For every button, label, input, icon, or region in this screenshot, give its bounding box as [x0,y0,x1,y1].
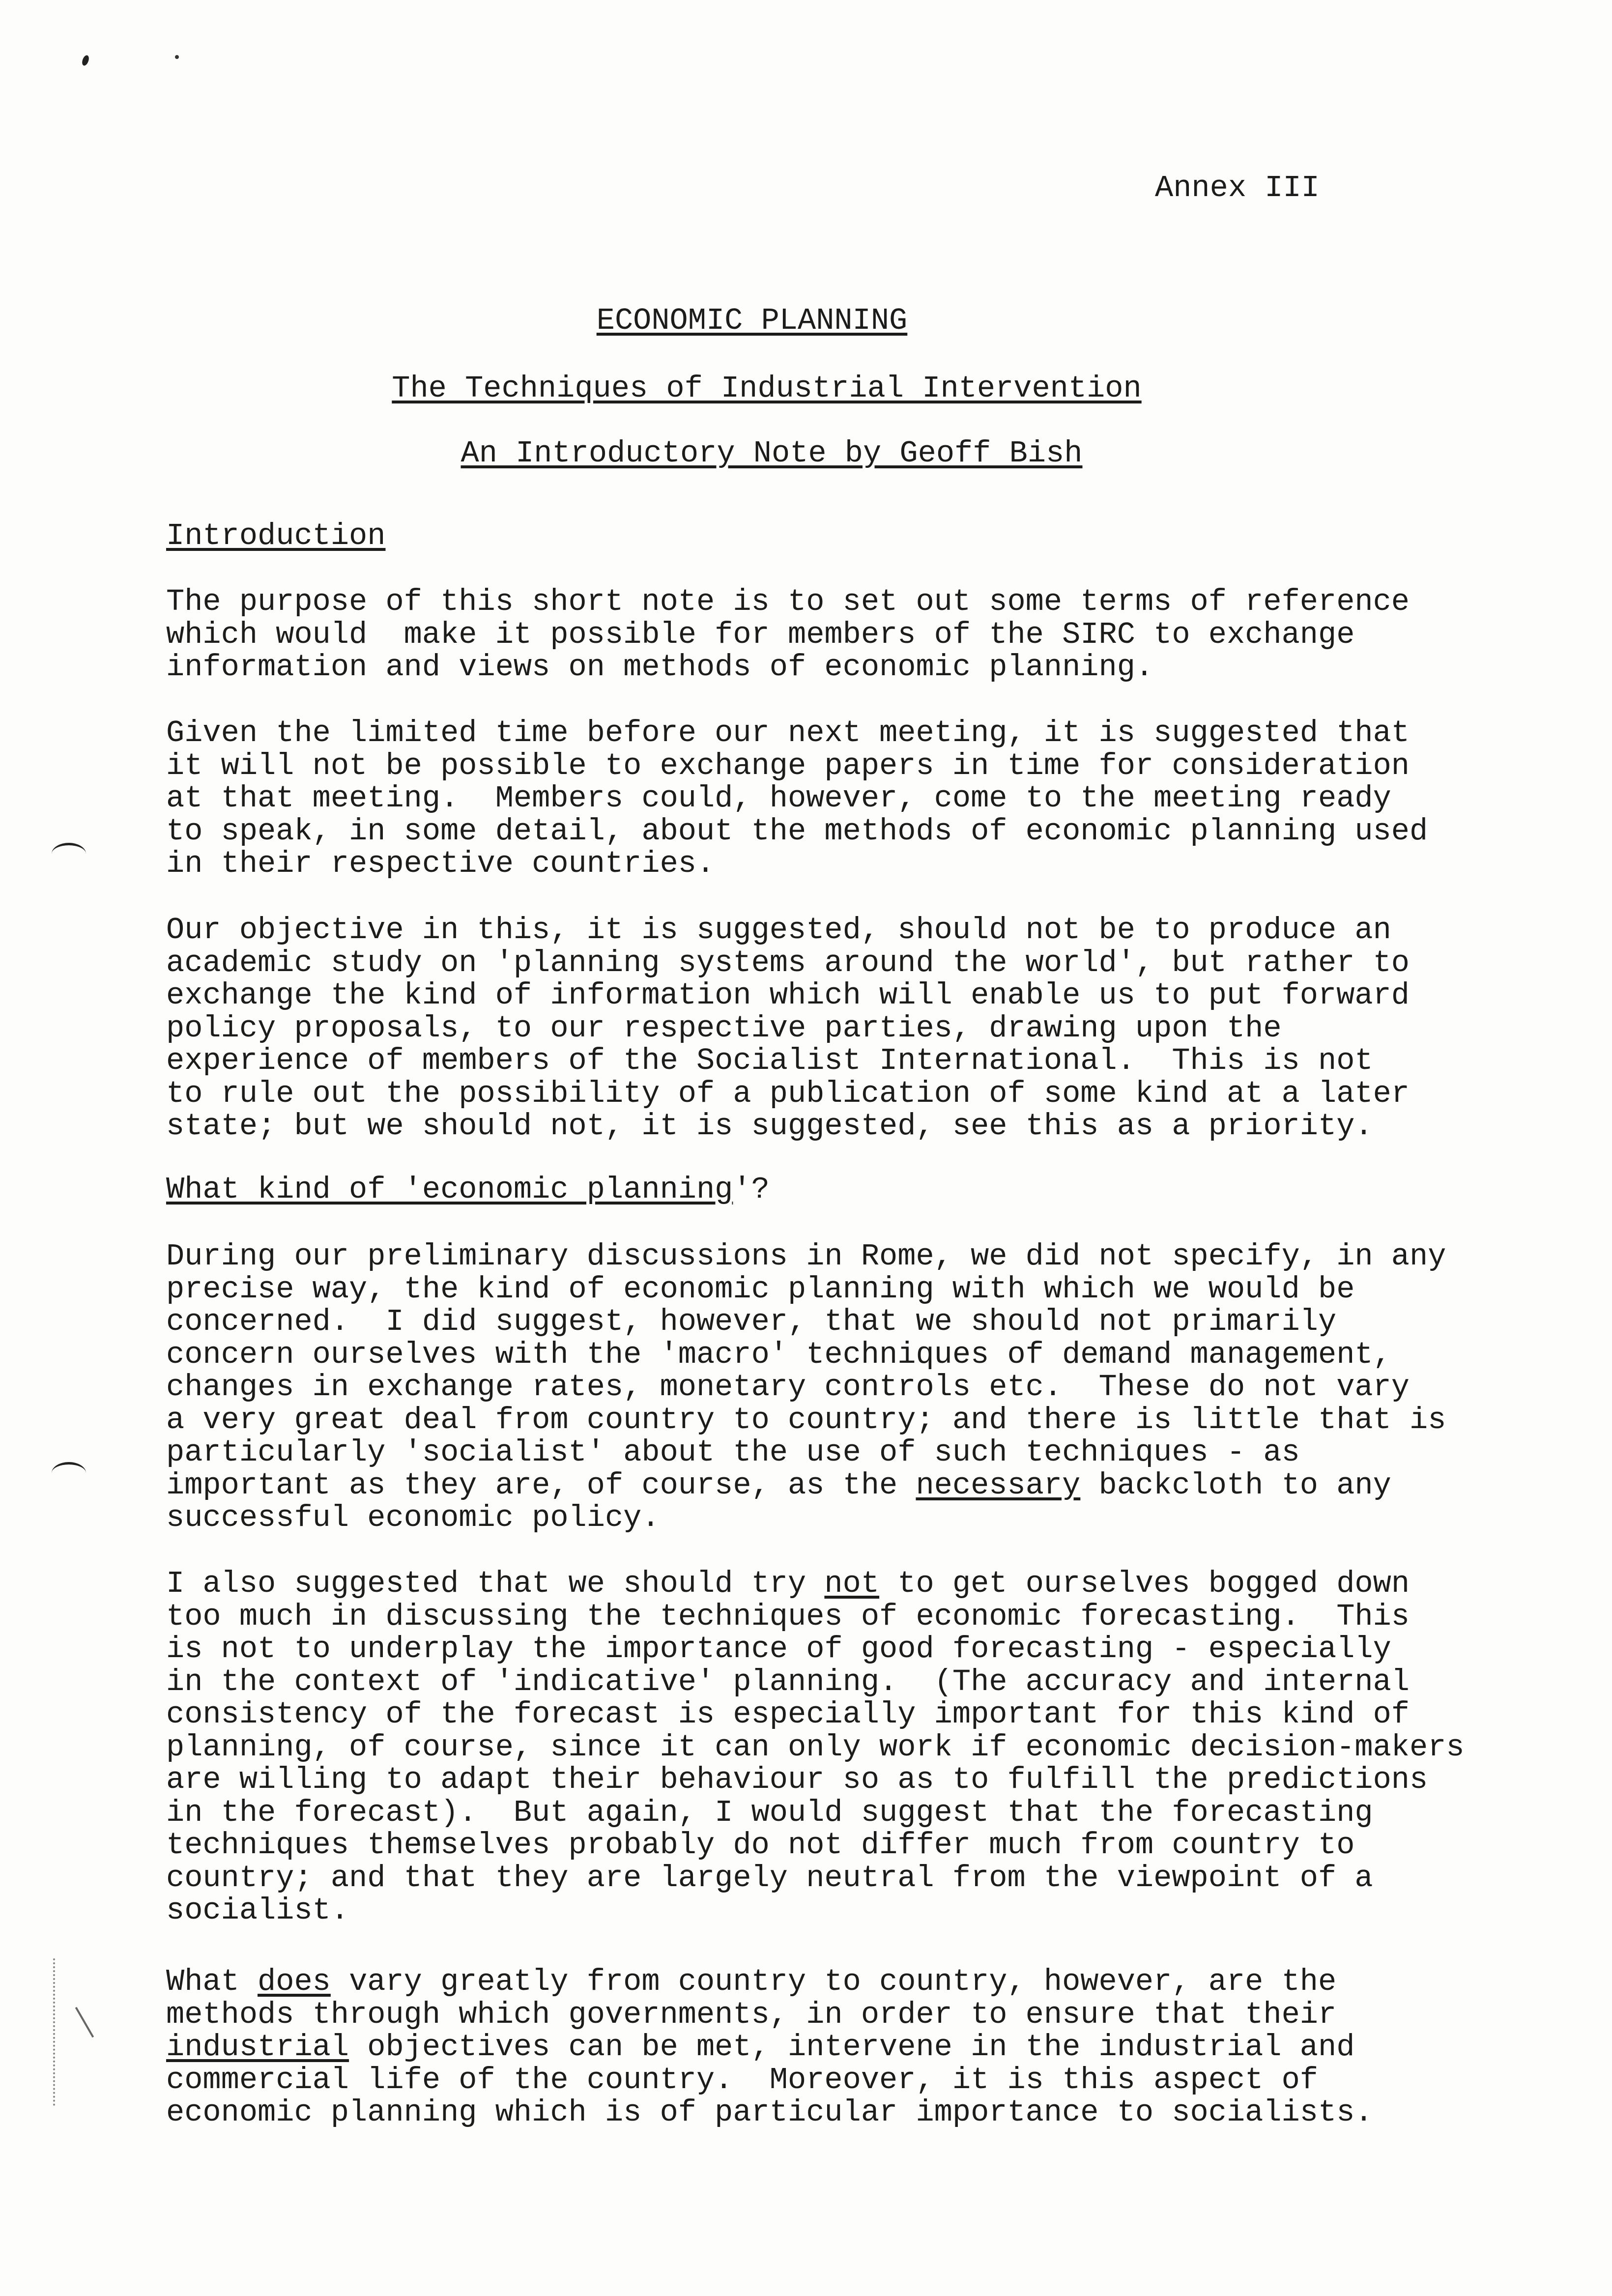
text-line: it will not be possible to exchange papers in time for consideration [166,748,1410,783]
text-line [166,1966,1542,1999]
text-line: to speak, in some detail, about the methods of economic planning used [166,813,1428,849]
text-line: are willing to adapt their behaviour so as to fulfill the predictions [166,1762,1428,1797]
text-run: vary greatly from country to country, however, are the [330,1964,1337,1999]
text-line: in the context of 'indicative' planning. (The accuracy and internal [166,1664,1410,1699]
text-line: too much in discussing the techniques of economic forecasting. This [166,1599,1410,1634]
annex-label: Annex III [1155,171,1320,205]
text-run: I also suggested that we should try [166,1566,825,1601]
text-line: a very great deal from country to country; and there is little that is [166,1402,1446,1437]
document-byline: An Introductory Note by Geoff Bish [461,436,1083,471]
text-line: techniques themselves probably do not differ much from country to [166,1828,1355,1863]
text-line: information and views on methods of economic planning. [166,650,1154,685]
text-line: policy proposals, to our respective parties, drawing upon the [166,1010,1282,1046]
text-line: is not to underplay the importance of good forecasting - especially [166,1632,1391,1666]
margin-smudge [75,2007,94,2038]
section-heading-suffix: '? [733,1172,770,1207]
paragraph-purpose [166,586,1542,684]
section-heading-text: Introduction [166,518,386,553]
text-line: precise way, the kind of economic planning with which we would be [166,1271,1355,1307]
section-heading-introduction [166,520,385,552]
paragraph-preliminary-discussions [166,1240,1542,1535]
paragraph-limited-time [166,717,1542,881]
text-line: socialist. [166,1893,349,1928]
text-line: concern ourselves with the 'macro' techniques of demand management, [166,1337,1391,1372]
text-run: important as they are, of course, as the [166,1467,916,1503]
text-line: methods through which governments, in order to ensure that their [166,1997,1337,2032]
text-line: in their respective countries. [166,846,715,881]
text-line: During our preliminary discussions in Rome, we did not specify, in any [166,1239,1446,1274]
text-line: exchange the kind of information which will enable us to put forward [166,978,1410,1013]
text-line: at that meeting. Members could, however, come to the meeting ready [166,781,1391,816]
text-line: economic planning which is of particular importance to socialists. [166,2095,1373,2130]
text-line: academic study on 'planning systems around the world', but rather to [166,945,1410,980]
text-line: experience of members of the Socialist International. This is not [166,1043,1373,1078]
paragraph-forecasting [166,1568,1542,1927]
text-line [166,1568,1542,1601]
text-line: Our objective in this, it is suggested, should not be to produce an [166,913,1391,947]
punch-hole-mark [52,843,86,865]
text-line: particularly 'socialist' about the use of such techniques - as [166,1435,1300,1470]
text-line: changes in exchange rates, monetary controls etc. These do not vary [166,1370,1410,1405]
text-line: commercial life of the country. Moreover, it is this aspect of [166,2062,1318,2097]
text-line [166,2031,1542,2064]
text-line: which would make it possible for members of the SIRC to exchange [166,617,1355,652]
scan-speck [175,55,179,59]
underlined-word: necessary [916,1467,1081,1503]
underlined-word: not [824,1566,880,1601]
text-run: What [166,1964,258,1999]
scan-speck [81,55,90,67]
text-run: to get ourselves bogged down [879,1566,1410,1601]
underlined-word: industrial [166,2030,349,2065]
paragraph-industrial-intervention [166,1966,1542,2129]
text-line: to rule out the possibility of a publication of some kind at a later [166,1076,1410,1111]
punch-hole-mark [52,1462,86,1484]
paragraph-objective [166,914,1542,1143]
document-title: ECONOMIC PLANNING [596,303,908,338]
text-line: Given the limited time before our next meeting, it is suggested that [166,716,1410,750]
margin-smudge [53,1958,57,2106]
text-line: The purpose of this short note is to set out some terms of reference [166,584,1410,619]
text-run: backcloth to any [1080,1467,1391,1503]
text-line: in the forecast). But again, I would suggest that the forecasting [166,1795,1373,1830]
section-heading-what-kind [166,1174,770,1206]
text-line: state; but we should not, it is suggested, see this as a priority. [166,1109,1373,1144]
text-line: planning, of course, since it can only work if economic decision-makers [166,1729,1465,1765]
text-line: country; and that they are largely neutral from the viewpoint of a [166,1860,1373,1895]
text-line [166,1469,1542,1502]
text-line: consistency of the forecast is especially important for this kind of [166,1697,1410,1732]
section-heading-text: What kind of 'economic planning [166,1172,733,1207]
text-run: objectives can be met, intervene in the industrial and [349,2030,1355,2065]
document-subtitle: The Techniques of Industrial Intervention [392,371,1142,406]
text-line: successful economic policy. [166,1500,660,1535]
text-line: concerned. I did suggest, however, that we should not primarily [166,1304,1337,1339]
underlined-word: does [258,1964,331,1999]
